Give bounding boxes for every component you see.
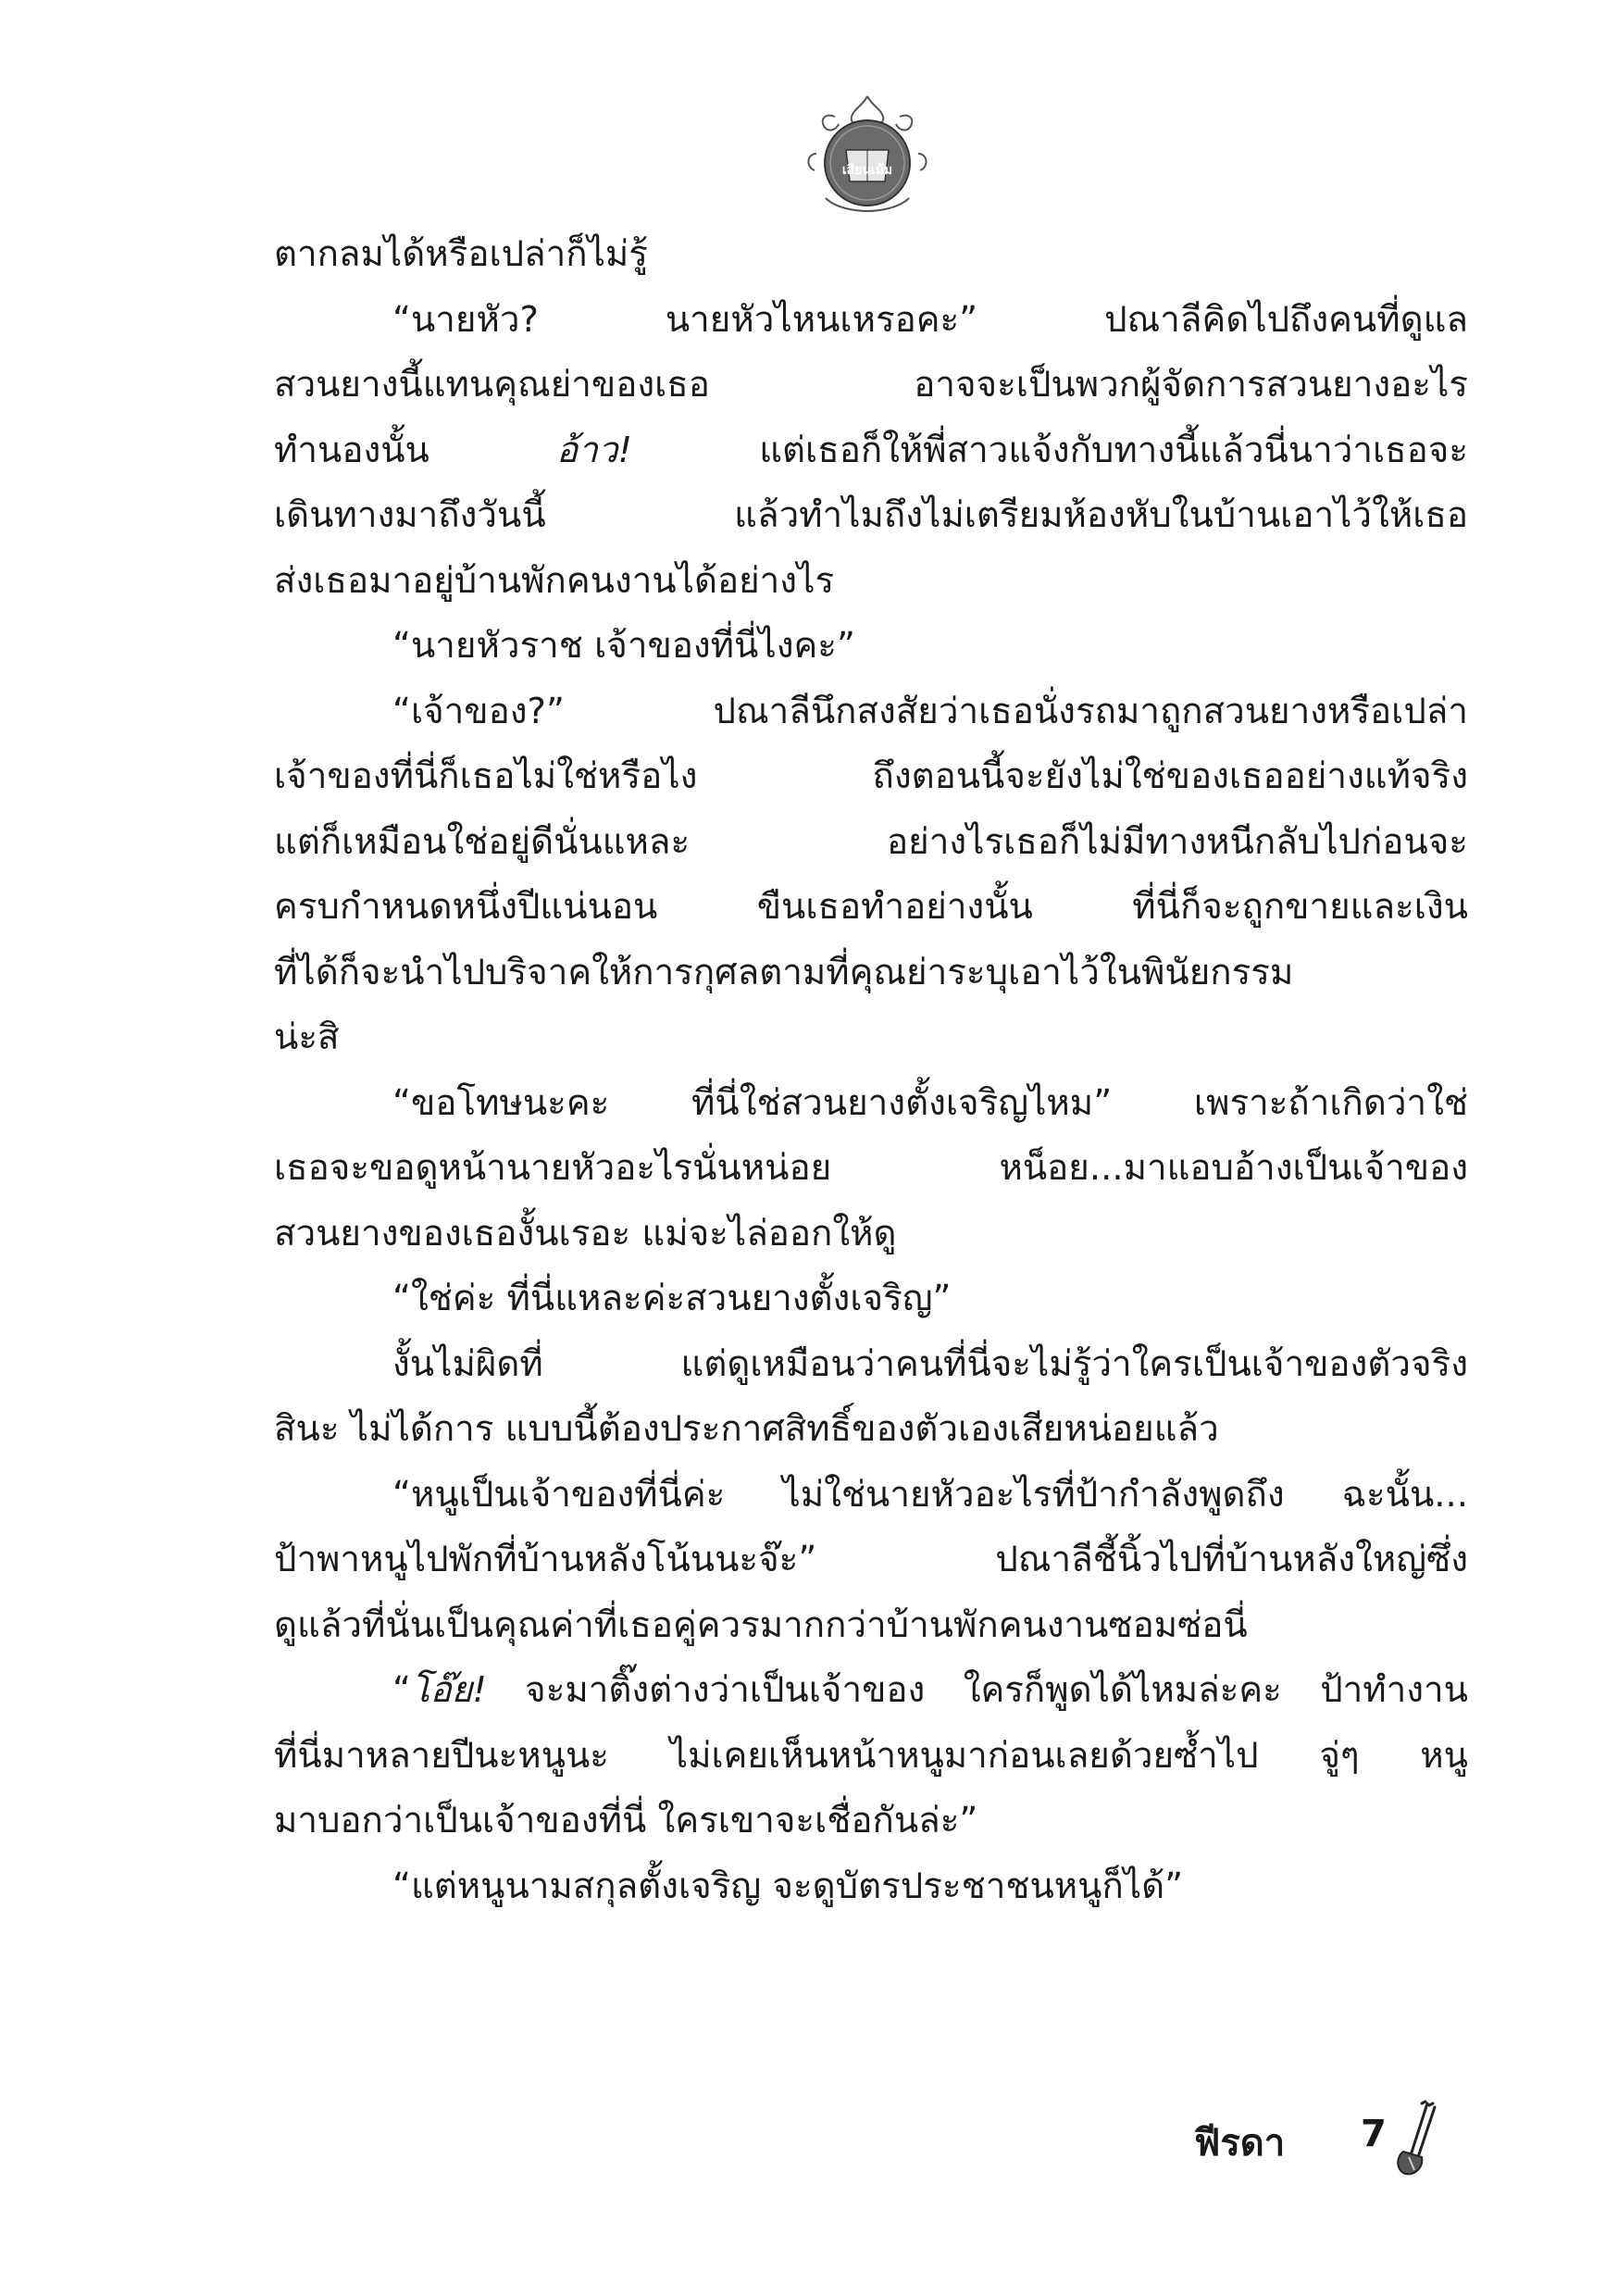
text-line: น่ะสิ (274, 1017, 340, 1058)
text-line: เธอจะขอดูหน้านายหัวอะไรนั่นหน่อย หน็อย...มาแอบอ้างเป็นเจ้าของ (274, 1147, 1468, 1189)
text-line: “หนูเป็นเจ้าของที่นี่ค่ะ ไม่ใช่นายหัวอะไรที่ป้ากำลังพูดถึง ฉะนั้น... (392, 1473, 1468, 1516)
text-line (274, 1658, 1468, 1724)
text-line: ที่ได้ก็จะนำไปบริจาคให้การกุศลตามที่คุณย่าระบุเอาไว้ในพินัยกรรม (274, 951, 1294, 993)
text-line: “ใช่ค่ะ ที่นี่แหละค่ะสวนยางตั้งเจริญ” (392, 1278, 952, 1319)
text-line: “แต่หนูนามสกุลตั้งเจริญ จะดูบัตรประชาชนหนูก็ได้” (392, 1865, 1184, 1907)
text-line (274, 418, 1468, 484)
text-run: จะมาติ๊งต่างว่าเป็นเจ้าของ ใครก็พูดได้ไหมล่ะคะ ป้าทำงาน (486, 1669, 1468, 1711)
italic-text: อ้าว! (556, 429, 632, 471)
body-text (274, 222, 1468, 1919)
text-line: “เจ้าของ?” ปณาลีนึกสงสัยว่าเธอนั่งรถมาถูกสวนยางหรือเปล่า (392, 690, 1468, 732)
text-line: สวนยางนี้แทนคุณย่าของเธอ อาจจะเป็นพวกผู้จัดการสวนยางอะไร (274, 364, 1468, 406)
text-line: ส่งเธอมาอยู่บ้านพักคนงานได้อย่างไร (274, 559, 835, 602)
text-line: เจ้าของที่นี่ก็เธอไม่ใช่หรือไง ถึงตอนนี้จะยังไม่ใช่ของเธออย่างแท้จริง (274, 755, 1468, 797)
text-line: มาบอกว่าเป็นเจ้าของที่นี่ ใครเขาจะเชื่อกันล่ะ” (274, 1800, 978, 1841)
text-run: “ (392, 1669, 411, 1711)
logo-text: เสียนเม้ม (841, 163, 893, 178)
text-line: แต่ก็เหมือนใช่อยู่ดีนั่นแหละ อย่างไรเธอก็ไม่มีทางหนีกลับไปก่อนจะ (274, 820, 1468, 863)
text-line: สินะ ไม่ได้การ แบบนี้ต้องประกาศสิทธิ์ของตัวเองเสียหน่อยแล้ว (274, 1408, 1219, 1450)
text-line: ครบกำหนดหนึ่งปีแน่นอน ขืนเธอทำอย่างนั้น ที่นี่ก็จะถูกขายและเงิน (274, 886, 1468, 928)
text-line: ตากลมได้หรือเปล่าก็ไม่รู้ (274, 233, 648, 275)
text-line: ป้าพาหนูไปพักที่บ้านหลังโน้นนะจ๊ะ” ปณาลีชี้นิ้วไปที่บ้านหลังใหญ่ซึ่ง (274, 1539, 1468, 1580)
text-line: ดูแล้วที่นั่นเป็นคุณค่าที่เธอคู่ควรมากกว่าบ้านพักคนงานซอมซ่อนี่ (274, 1603, 1248, 1646)
text-line: ที่นี่มาหลายปีนะหนูนะ ไม่เคยเห็นหน้าหนูมาก่อนเลยด้วยซ้ำไป จู่ๆ หนู (274, 1734, 1468, 1777)
italic-text: โอ๊ย! (410, 1669, 487, 1711)
author-name: ฟีรดา (1194, 2122, 1286, 2165)
text-line: เดินทางมาถึงวันนี้ แล้วทำไมถึงไม่เตรียมห้องหับในบ้านเอาไว้ให้เธอ (274, 494, 1468, 536)
text-line: “นายหัวราช เจ้าของที่นี่ไงคะ” (392, 625, 855, 667)
page-footer (1166, 2100, 1444, 2174)
text-line: สวนยางของเธองั้นเรอะ แม่จะไล่ออกให้ดู (274, 1212, 897, 1254)
text-run: ทำนองนั้น (274, 429, 557, 471)
publisher-logo (798, 89, 937, 220)
text-line: “ขอโทษนะคะ ที่นี่ใช่สวนยางตั้งเจริญไหม” เพราะถ้าเกิดว่าใช่ (392, 1081, 1468, 1124)
page-number: 7 (1361, 2113, 1387, 2155)
text-run: แต่เธอก็ให้พี่สาวแจ้งกับทางนี้แล้วนี่นาว่าเธอจะ (631, 429, 1468, 471)
garden-tools-icon (1387, 2100, 1444, 2177)
text-line: “นายหัว? นายหัวไหนเหรอคะ” ปณาลีคิดไปถึงคนที่ดูแล (392, 298, 1468, 341)
text-line: งั้นไม่ผิดที่ แต่ดูเหมือนว่าคนที่นี่จะไม่รู้ว่าใครเป็นเจ้าของตัวจริง (392, 1342, 1468, 1385)
